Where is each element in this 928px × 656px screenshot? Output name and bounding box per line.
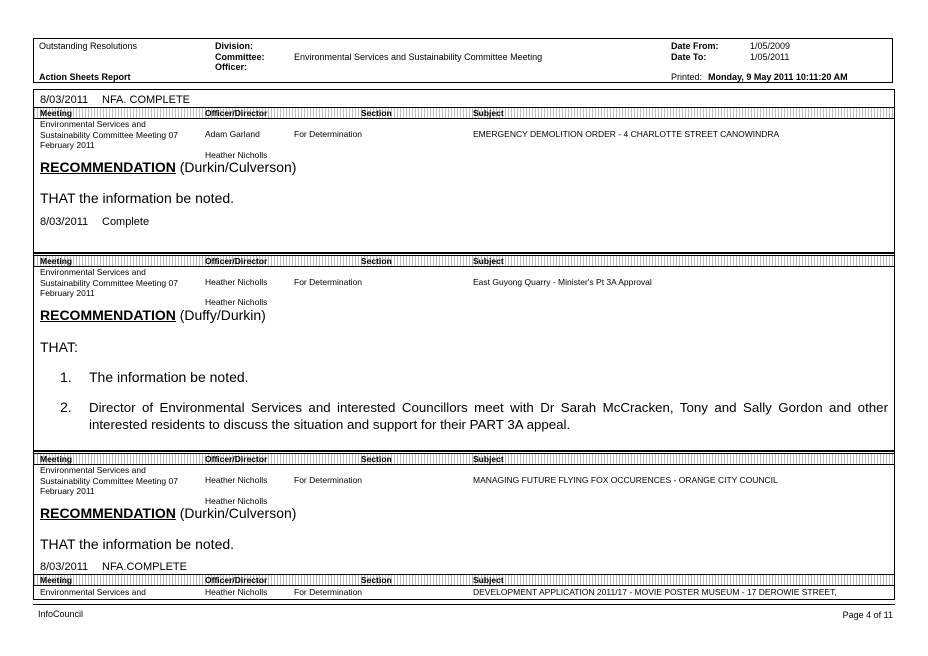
- item-text: The information be noted.: [89, 369, 249, 385]
- officer-name: Heather Nicholls: [205, 475, 268, 485]
- item-number: 1.: [60, 369, 72, 385]
- recommendation-movers: (Durkin/Culverson): [179, 159, 297, 175]
- report-subtitle: Action Sheets Report: [39, 72, 131, 82]
- officer-name: Heather Nicholls: [205, 587, 268, 597]
- meeting-name: [40, 119, 178, 151]
- section-value: For Determination: [294, 129, 363, 139]
- item-text: Director of Environmental Services and interested Councillors meet with Dr Sarah McCracken, Tony and Sally Gordon and other interested residents to discuss the situation and support for their PART 3A appeal.: [89, 400, 888, 432]
- meeting-line: Environmental Services and: [40, 267, 146, 277]
- resolution-text: THAT the information be noted.: [40, 536, 235, 552]
- col-subject: Subject: [473, 256, 504, 266]
- col-meeting: Meeting: [40, 454, 73, 464]
- col-section: Section: [361, 108, 392, 118]
- resolution-text: THAT:: [40, 339, 78, 355]
- resolution-text: THAT the information be noted.: [40, 190, 235, 206]
- report-title: Outstanding Resolutions: [39, 41, 138, 51]
- officer-name-secondary: Heather Nicholls: [205, 150, 268, 160]
- column-header: [34, 107, 894, 119]
- status-line: [34, 93, 894, 107]
- entry-separator: [34, 252, 894, 254]
- meeting-line: Environmental Services and: [40, 587, 146, 597]
- footer-rule: [33, 604, 895, 605]
- meeting-line: February 2011: [40, 140, 95, 150]
- col-officer: Officer/Director: [205, 575, 268, 585]
- meeting-line: Environmental Services and: [40, 119, 146, 129]
- col-subject: Subject: [473, 108, 504, 118]
- officer-label: Officer:: [215, 62, 248, 72]
- printed-label: Printed:: [671, 72, 703, 82]
- column-header: [34, 453, 894, 465]
- status-date: 8/03/2011: [40, 94, 89, 106]
- date-to-label: Date To:: [671, 52, 707, 62]
- officer-name-secondary: Heather Nicholls: [205, 496, 268, 506]
- col-section: Section: [361, 575, 392, 585]
- meeting-line: Sustainability Committee Meeting 07: [40, 277, 178, 288]
- recommendation-word: RECOMMENDATION: [40, 307, 176, 323]
- footer-brand: InfoCouncil: [38, 609, 84, 619]
- col-subject: Subject: [473, 575, 504, 585]
- recommendation-heading: [40, 159, 296, 175]
- meeting-name: [40, 465, 178, 497]
- recommendation-heading: [40, 505, 296, 521]
- column-header: [34, 255, 894, 267]
- col-meeting: Meeting: [40, 108, 73, 118]
- note-text: Complete: [102, 216, 150, 228]
- officer-name: Heather Nicholls: [205, 277, 268, 287]
- meeting-line: February 2011: [40, 288, 95, 298]
- recommendation-word: RECOMMENDATION: [40, 159, 176, 175]
- col-officer: Officer/Director: [205, 256, 268, 266]
- subject-value: DEVELOPMENT APPLICATION 2011/17 - MOVIE POSTER MUSEUM - 17 DEROWIE STREET,: [473, 587, 837, 597]
- note-text: NFA.COMPLETE: [102, 561, 187, 573]
- subject-value: East Guyong Quarry - Minister's Pt 3A Approval: [473, 277, 652, 287]
- note-date: 8/03/2011: [40, 561, 89, 573]
- committee-label: Committee:: [215, 52, 265, 62]
- entry-separator: [34, 450, 894, 452]
- col-officer: Officer/Director: [205, 108, 268, 118]
- section-value: For Determination: [294, 277, 363, 287]
- col-meeting: Meeting: [40, 575, 73, 585]
- col-meeting: Meeting: [40, 256, 73, 266]
- division-label: Division:: [215, 41, 254, 51]
- col-officer: Officer/Director: [205, 454, 268, 464]
- meeting-name: [40, 267, 178, 299]
- report-body: [33, 89, 895, 600]
- meeting-name: [40, 587, 146, 598]
- meeting-line: Sustainability Committee Meeting 07: [40, 475, 178, 486]
- item-number: 2.: [60, 399, 72, 415]
- meeting-line: Environmental Services and: [40, 465, 146, 475]
- recommendation-word: RECOMMENDATION: [40, 505, 176, 521]
- col-subject: Subject: [473, 454, 504, 464]
- subject-value: EMERGENCY DEMOLITION ORDER - 4 CHARLOTTE STREET CANOWINDRA: [473, 129, 780, 139]
- col-section: Section: [361, 454, 392, 464]
- date-to-value: 1/05/2011: [750, 52, 790, 62]
- meeting-line: Sustainability Committee Meeting 07: [40, 129, 178, 140]
- meeting-line: February 2011: [40, 486, 95, 496]
- status-text: NFA. COMPLETE: [102, 94, 191, 106]
- committee-value: Environmental Services and Sustainability Committee Meeting: [294, 52, 543, 62]
- page-number: Page 4 of 11: [842, 610, 893, 620]
- officer-name: Adam Garland: [205, 129, 260, 139]
- date-from-value: 1/05/2009: [750, 41, 791, 51]
- recommendation-movers: (Duffy/Durkin): [179, 307, 266, 323]
- subject-value: MANAGING FUTURE FLYING FOX OCCURENCES - ORANGE CITY COUNCIL: [473, 475, 778, 485]
- date-from-label: Date From:: [671, 41, 719, 51]
- section-value: For Determination: [294, 475, 363, 485]
- section-value: For Determination: [294, 587, 363, 597]
- officer-name-secondary: Heather Nicholls: [205, 297, 268, 307]
- col-section: Section: [361, 256, 392, 266]
- recommendation-movers: (Durkin/Culverson): [179, 505, 297, 521]
- recommendation-heading: [40, 307, 266, 323]
- printed-value: Monday, 9 May 2011 10:11:20 AM: [708, 72, 848, 82]
- column-header: [34, 574, 894, 586]
- note-date: 8/03/2011: [40, 216, 89, 228]
- report-header: [33, 38, 893, 83]
